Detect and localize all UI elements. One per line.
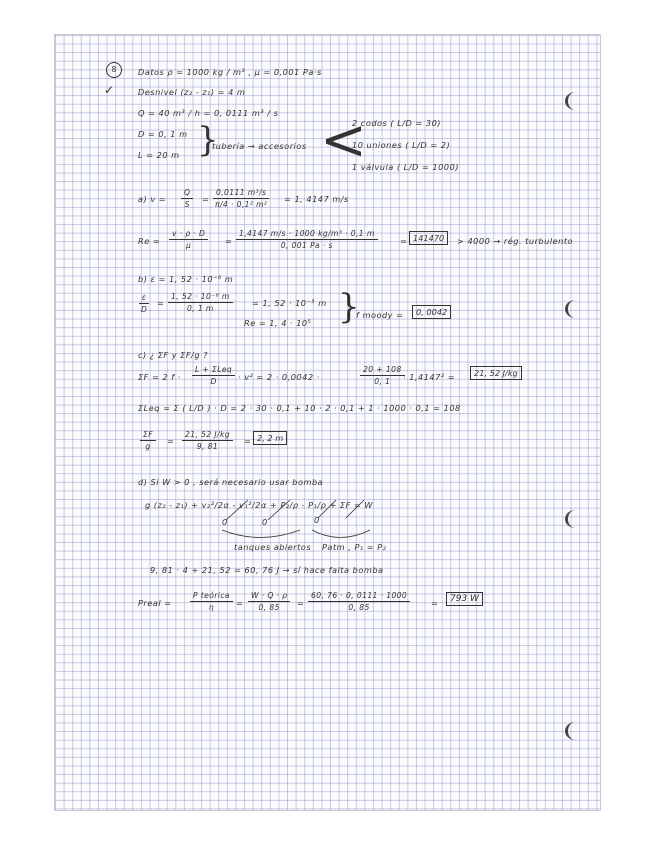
check-mark: ✓ [104, 83, 115, 97]
reynolds-lhs: Re = [138, 236, 161, 246]
equals-sign: = [431, 598, 439, 608]
power-formula-fraction [248, 591, 290, 612]
fraction-numerator: 20 + 108 [360, 365, 405, 376]
flow-regime-conclusion: > 4000 → rég. turbulento [457, 236, 574, 246]
real-power-lhs: Preal = [138, 598, 172, 608]
friction-loss-tail: · 1,4147² = [403, 372, 456, 382]
data-line-density-viscosity: Datos ρ = 1000 kg / m³ , μ = 0,001 Pa·s [138, 67, 322, 77]
fraction-numerator: 21, 52 J/kg [182, 430, 233, 441]
energy-balance-equation: g (z₂ - z₁) + v₂²/2α - v₁²/2α + P₂/ρ - P₁/ρ + ΣF = W [145, 500, 373, 510]
friction-loss-result-box: 21, 52 J/kg [470, 366, 522, 380]
fraction-numerator: 1,4147 m/s · 1000 kg/m³ · 0,1 m [236, 229, 378, 240]
right-brace: } [338, 287, 360, 327]
reynolds-result-box: 141470 [409, 231, 448, 245]
fraction-numerator: W · Q · ρ [248, 591, 290, 602]
head-loss-result-box: 2, 2 m [253, 431, 287, 445]
theoretical-power-fraction [190, 591, 233, 612]
cancelled-zero: 0 [222, 517, 228, 527]
velocity-lhs: a) v = [138, 194, 167, 204]
power-numeric-fraction [308, 591, 410, 612]
part-d-intro: d) Si W > 0 , será necesario usar bomba [138, 477, 324, 487]
reynolds-value: Re = 1, 4 · 10⁵ [244, 318, 312, 328]
roughness-value: b) ε = 1, 52 · 10⁻⁶ m [138, 274, 234, 284]
fraction-denominator: η [208, 603, 215, 612]
friction-loss-lhs: ΣF = 2 f · [138, 372, 181, 382]
moody-friction-label: f moody = [356, 310, 404, 320]
fraction-numerator: P teórica [190, 591, 233, 602]
data-line-diameter: D = 0, 1 m [138, 129, 188, 139]
right-brace: } [197, 120, 219, 160]
problem-number: 8 [106, 62, 122, 78]
fraction-denominator: 9, 81 [196, 442, 219, 451]
relative-roughness-result: = 1, 52 · 10⁻⁵ m [252, 298, 327, 308]
pipe-accessories-label: tubería → accesorios [212, 141, 307, 151]
fraction-denominator: 0, 85 [258, 603, 280, 612]
fraction-denominator: π/4 · 0,1² m² [215, 200, 268, 209]
velocity-result: = 1, 4147 m/s [284, 194, 349, 204]
fraction-numerator: 60, 76 · 0, 0111 · 1000 [308, 591, 410, 602]
accessory-unions: 10 uniones ( L/D = 2) [352, 140, 451, 150]
fraction-denominator: 0, 001 Pa · s [280, 241, 333, 250]
fraction-denominator: g [145, 442, 151, 451]
equals-sign: = [297, 598, 305, 608]
moody-friction-box: 0, 0042 [412, 305, 451, 319]
data-line-flow-rate: Q = 40 m³ / h = 0, 0111 m³ / s [138, 108, 279, 118]
fraction-denominator: D [210, 377, 217, 386]
cancelled-zero: 0 [314, 515, 320, 525]
data-line-height-difference: Desnivel (z₂ - z₁) = 4 m [138, 87, 246, 97]
fraction-denominator: D [141, 305, 148, 314]
work-calculation: 9, 81 · 4 + 21, 52 = 60, 76 J → sí hace falta bomba [150, 565, 384, 575]
atmospheric-pressure-note: Patm , P₁ = P₂ [322, 542, 387, 552]
equals-sign: = [244, 436, 252, 446]
equals-sign: = [167, 436, 175, 446]
equals-sign: = [225, 236, 233, 246]
fraction-denominator: μ [186, 241, 192, 250]
equals-sign: = [236, 598, 244, 608]
equals-sign: = [157, 298, 165, 308]
equals-sign: = [202, 194, 210, 204]
left-brace: < [320, 108, 367, 173]
cancelled-zero: 0 [262, 517, 268, 527]
open-tanks-note: tanques abiertos [234, 542, 312, 552]
fraction-numerator: ΣF [140, 430, 156, 441]
fraction-numerator: v · ρ · D [169, 229, 208, 240]
part-c-question: c) ¿ ΣF y ΣF/g ? [138, 350, 208, 360]
equals-sign: = [400, 236, 408, 246]
fraction-denominator: 0, 1 m [187, 304, 214, 313]
real-power-result-box: 793 W [446, 592, 483, 606]
fraction-numerator: 0,0111 m³/s [213, 188, 269, 199]
accessory-valve: 1 válvula ( L/D = 1000) [352, 162, 459, 172]
data-line-length: L = 20 m [138, 150, 180, 160]
fraction-numerator: ε [139, 293, 150, 304]
friction-loss-middle: · v² = 2 · 0,0042 · [238, 372, 320, 382]
fraction-numerator: 1, 52 · 10⁻⁶ m [168, 292, 233, 303]
fraction-denominator: S [184, 200, 190, 209]
equivalent-length-line: ΣLeq = Σ ( L/D ) · D = 2 · 30 · 0,1 + 10 · 2 · 0,1 + 1 · 1000 · 0,1 = 108 [138, 403, 461, 413]
fraction-numerator: L + ΣLeq [192, 365, 235, 376]
fraction-numerator: Q [181, 188, 193, 199]
fraction-denominator: 0, 1 [374, 377, 391, 386]
fraction-denominator: 0, 85 [348, 603, 370, 612]
accessory-elbows: 2 codos ( L/D = 30) [352, 118, 441, 128]
